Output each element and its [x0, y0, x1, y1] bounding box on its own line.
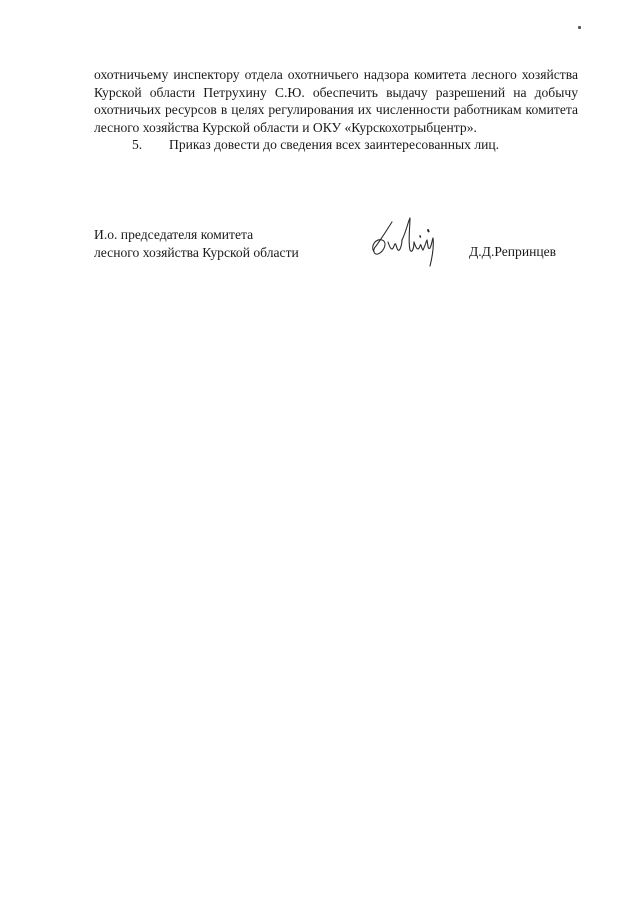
document-body: [94, 66, 578, 154]
position-line-1: И.о. председателя комитета: [94, 227, 254, 242]
numbered-item-5: [94, 136, 578, 154]
handwritten-signature: [366, 212, 446, 268]
position-line-2: лесного хозяйства Курской области: [94, 244, 299, 260]
signature-block: [94, 226, 578, 286]
item-text: Приказ довести до сведения всех заинтересованных лиц.: [169, 137, 500, 153]
scan-mark: [578, 26, 581, 29]
signer-name: Д.Д.Репринцев: [469, 244, 557, 259]
item-number: 5.: [132, 137, 143, 153]
paragraph-continuation: охотничьему инспектору отдела охотничьего надзора комитета лесного хозяйства Курской области Петрухину С.Ю. обеспечить выдачу разрешений на добычу охотничьих ресурсов в целях регулирования их численности работникам комитета лесного хозяйства Курской области и ОКУ «Курскохотрыбцентр».: [94, 67, 578, 135]
signer-position: [94, 226, 299, 261]
